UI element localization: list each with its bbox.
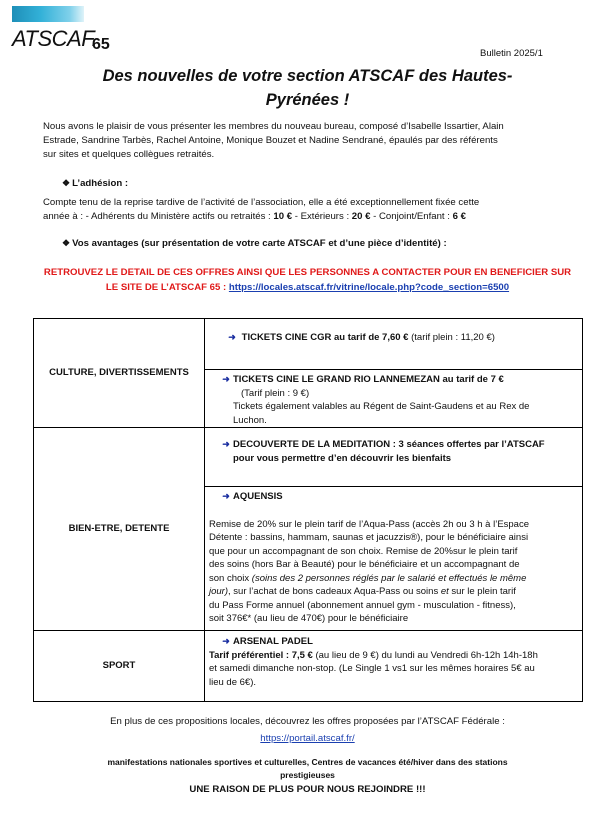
footer-federal-offers: manifestations nationales sportives et culturelles, Centres de vacances été/hiver dans des stations prestigieuses (107, 757, 508, 780)
logo-text: ATSCAF. (12, 26, 97, 51)
adhesion-prices: année à : - Adhérents du Ministère actifs ou retraités : 10 € - Extérieurs : 20 € - Conjoint/Enfant : 6 € (43, 211, 466, 223)
bienetre-offers-cell (205, 428, 583, 631)
page-title-line1: Des nouvelles de votre section ATSCAF des Hautes- (102, 67, 513, 85)
arrow-bullet-icon: ➜ (222, 439, 230, 449)
footer-slogan: UNE RAISON DE PLUS POUR NOUS REJOINDRE !!! (189, 784, 426, 795)
notice-line: LE SITE DE L’ATSCAF 65 : https://locales.atscaf.fr/vitrine/locale.php?code_section=6500 (105, 282, 510, 293)
adhesion-line: Compte tenu de la reprise tardive de l’activité de l’association, elle a été exceptionnellement fixée cette (43, 197, 480, 208)
intro-line: Estrade, Sandrine Tarbès, Rachel Antoine, Monique Bouzet et Nadine Sendrané, épaulés par des référents (43, 135, 498, 147)
offer-aquensis: ➜ AQUENSIS Remise de 20% sur le plein tarif de l’Aqua-Pass (accès 2h ou 3 h à l’Espace Détente : bassins, hammam, saunas et jacuzzis®), pour le bénéficiaire ainsi que pour un accompagnant de son choix. Remise de 20%sur le plein tarif des soins (hors Bar à Beauté) pour le bénéficiaire et un accompagnant de son choix (soins des 2 personnes réglés par le salarié et effectués le même jour), sur l’achat de bons cadeaux Aqua-Pass ou soins et sur le plein tarif du Pass Forme annuel (abonnement annuel gym - musculation - fitness), soit 376€* (au lieu de 470€) pour le bénéficiaire (205, 486, 582, 626)
page-title-line2: Pyrénées ! (265, 91, 350, 109)
category-culture: CULTURE, DIVERTISSEMENTS (34, 319, 205, 428)
offer-arsenal-padel: ➜ ARSENAL PADEL Tarif préférentiel : 7,5 € (au lieu de 9 €) du lundi au Vendredi 6h-12h 14h-18h et samedi dimanche non-stop. (Le Single 1 vs1 sur les mêmes horaires 5€ au lieu de 6€). (205, 631, 583, 702)
avantages-heading: ❖ Vos avantages (sur présentation de votre carte ATSCAF et d’une pièce d’identité) : (62, 238, 447, 249)
intro-paragraph (43, 120, 504, 163)
intro-line: sur sites et quelques collègues retraités. (43, 149, 215, 161)
atscaf65-link[interactable]: https://locales.atscaf.fr/vitrine/locale.php?code_section=6500 (228, 282, 510, 293)
arrow-bullet-icon: ➜ (222, 374, 230, 384)
bulletin-label: Bulletin 2025/1 (480, 48, 543, 59)
offer-cgr: ➜ TICKETS CINE CGR au tarif de 7,60 € (tarif plein : 11,20 €) (205, 319, 582, 369)
section-number: 65 (92, 36, 110, 53)
intro-line: Nous avons le plaisir de vous présenter les membres du nouveau bureau, composé d’Isabelle Issartier, Alain (43, 121, 504, 132)
table-row (34, 631, 583, 702)
offers-table (33, 318, 583, 702)
adhesion-paragraph (43, 196, 479, 224)
adhesion-heading: ❖ L’adhésion : (62, 178, 129, 189)
diamond-bullet-icon: ❖ (62, 238, 71, 248)
arrow-bullet-icon: ➜ (228, 332, 236, 342)
offer-grand-rio: ➜ TICKETS CINE LE GRAND RIO LANNEMEZAN au tarif de 7 € (Tarif plein : 9 €) Tickets également valables au Régent de Saint-Gaudens et au Rex de Luchon. (205, 369, 582, 427)
notice-line: RETROUVEZ LE DETAIL DE CES OFFRES AINSI QUE LES PERSONNES A CONTACTER POUR EN BENEFICIER SUR (43, 267, 572, 278)
offers-notice (0, 265, 615, 295)
table-row (34, 319, 583, 428)
logo-graphic (12, 6, 84, 22)
arrow-bullet-icon: ➜ (222, 636, 230, 646)
culture-offers-cell (205, 319, 583, 428)
table-row (34, 428, 583, 631)
category-bienetre: BIEN-ETRE, DETENTE (34, 428, 205, 631)
footer-intro: En plus de ces propositions locales, découvrez les offres proposées par l’ATSCAF Fédérale : (110, 716, 505, 727)
footer-link-row (0, 732, 615, 746)
portail-link[interactable]: https://portail.atscaf.fr/ (260, 733, 355, 744)
category-sport: SPORT (34, 631, 205, 702)
diamond-bullet-icon: ❖ (62, 178, 71, 188)
arrow-bullet-icon: ➜ (222, 491, 230, 501)
offer-meditation: ➜ DECOUVERTE DE LA MEDITATION : 3 séances offertes par l’ATSCAF pour vous permettre d’en découvrir les bienfaits (205, 428, 582, 486)
